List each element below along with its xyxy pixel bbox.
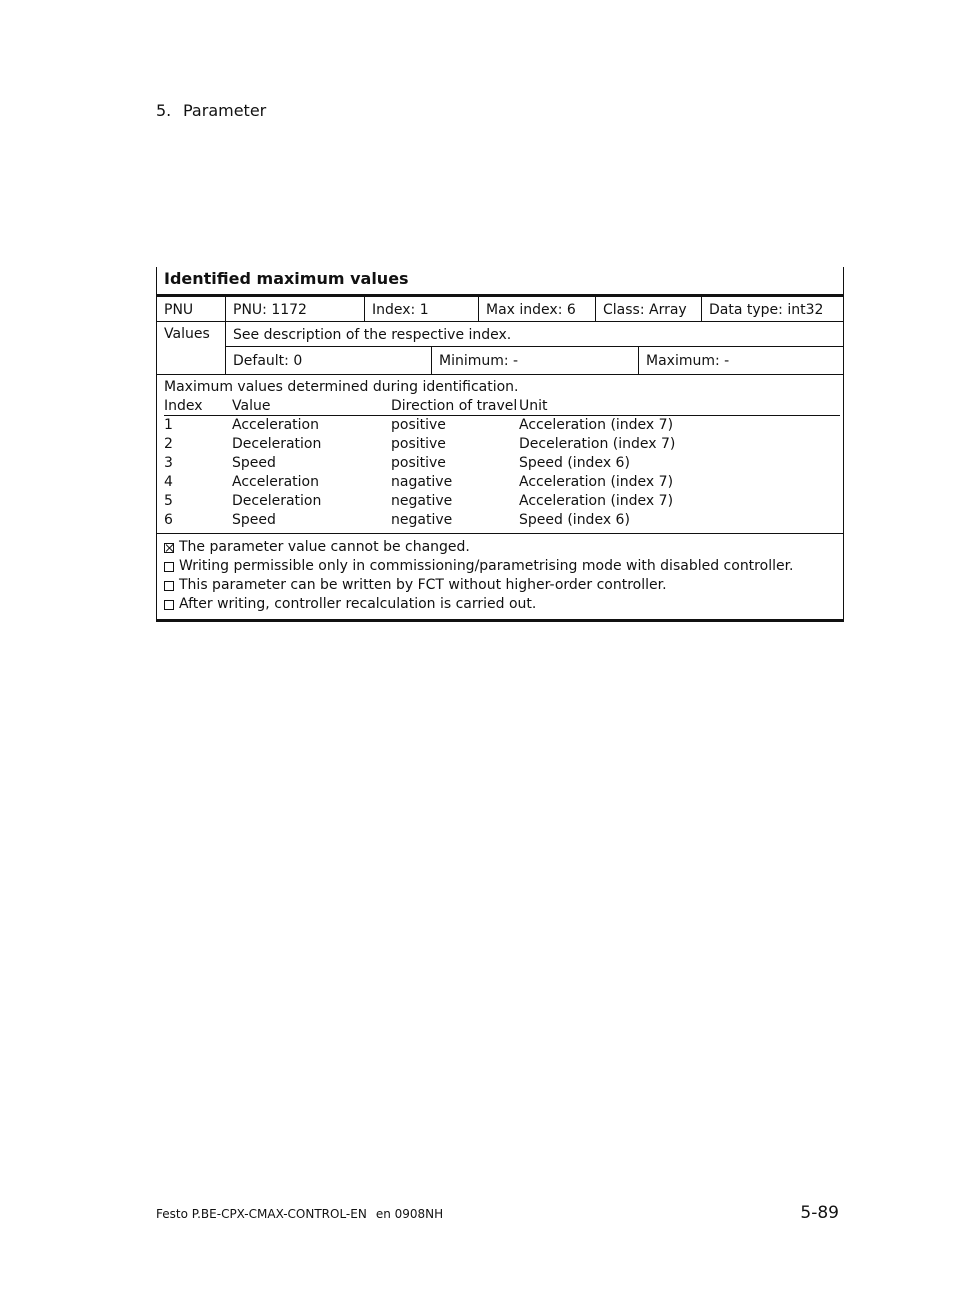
row-unit: Speed (index 6) [519, 455, 630, 471]
unchecked-checkbox-icon [164, 581, 174, 591]
section-title: Parameter [183, 101, 267, 120]
row-unit: Deceleration (index 7) [519, 436, 676, 452]
class-value: Class: Array [595, 297, 701, 321]
parameter-table [156, 267, 844, 622]
pnu-label: PNU [164, 302, 194, 318]
pnu-row [156, 297, 844, 322]
note-text: Writing permissible only in commissioning/parametrising mode with disabled controller. [179, 558, 794, 574]
row-direction: positive [391, 436, 446, 452]
unchecked-checkbox-icon [164, 562, 174, 572]
row-index: 6 [164, 512, 173, 528]
maximum-value: Maximum: - [638, 347, 843, 374]
section-number: 5. [156, 101, 172, 120]
page-number: 5-89 [800, 1203, 839, 1223]
data-type-value: Data type: int32 [701, 297, 843, 321]
note-item [164, 557, 836, 576]
note-text: The parameter value cannot be changed. [179, 539, 470, 555]
index-table-header [164, 397, 840, 416]
header-value: Value [232, 398, 271, 414]
footer-revision: en 0908NH [375, 1207, 444, 1221]
table-title: Identified maximum values [164, 269, 409, 288]
description-block [156, 375, 844, 534]
description-text: Maximum values determined during identification. [164, 379, 519, 395]
row-index: 3 [164, 455, 173, 471]
row-unit: Speed (index 6) [519, 512, 630, 528]
table-title-box [156, 267, 844, 297]
row-value: Deceleration [232, 493, 322, 509]
checked-checkbox-icon [164, 543, 174, 553]
table-row [164, 492, 840, 511]
table-row [164, 435, 840, 454]
unchecked-checkbox-icon [164, 600, 174, 610]
row-index: 5 [164, 493, 173, 509]
row-index: 1 [164, 417, 173, 433]
values-row [156, 322, 844, 375]
notes-block [156, 534, 844, 622]
values-content [225, 322, 843, 374]
row-value: Speed [232, 455, 276, 471]
row-value: Acceleration [232, 417, 319, 433]
footer-doc-id: Festo P.BE-CPX-CMAX-CONTROL-EN [156, 1207, 367, 1221]
note-text: This parameter can be written by FCT without higher-order controller. [179, 577, 667, 593]
row-value: Speed [232, 512, 276, 528]
row-direction: negative [391, 512, 453, 528]
default-value: Default: 0 [233, 353, 303, 369]
note-text: After writing, controller recalculation is carried out. [179, 596, 537, 612]
note-item [164, 576, 836, 595]
header-direction: Direction of travel [391, 398, 518, 414]
row-value: Acceleration [232, 474, 319, 490]
row-value: Deceleration [232, 436, 322, 452]
row-index: 2 [164, 436, 173, 452]
table-row [164, 511, 840, 530]
index-value: Index: 1 [364, 297, 478, 321]
values-label: Values [164, 326, 210, 342]
minimum-value: Minimum: - [431, 347, 638, 374]
max-index-value: Max index: 6 [478, 297, 595, 321]
row-direction: positive [391, 417, 446, 433]
footer-doc-info [156, 1207, 443, 1221]
row-unit: Acceleration (index 7) [519, 417, 674, 433]
note-item [164, 595, 836, 614]
table-row [164, 454, 840, 473]
header-unit: Unit [519, 398, 548, 414]
table-row [164, 473, 840, 492]
note-item [164, 538, 836, 557]
header-index: Index [164, 398, 203, 414]
row-unit: Acceleration (index 7) [519, 493, 674, 509]
table-row [164, 416, 840, 435]
row-direction: nagative [391, 474, 453, 490]
values-description: See description of the respective index. [226, 322, 843, 347]
row-direction: negative [391, 493, 453, 509]
pnu-value: PNU: 1172 [225, 297, 364, 321]
section-header [156, 101, 266, 120]
row-unit: Acceleration (index 7) [519, 474, 674, 490]
row-index: 4 [164, 474, 173, 490]
row-direction: positive [391, 455, 446, 471]
values-limits [226, 347, 843, 374]
